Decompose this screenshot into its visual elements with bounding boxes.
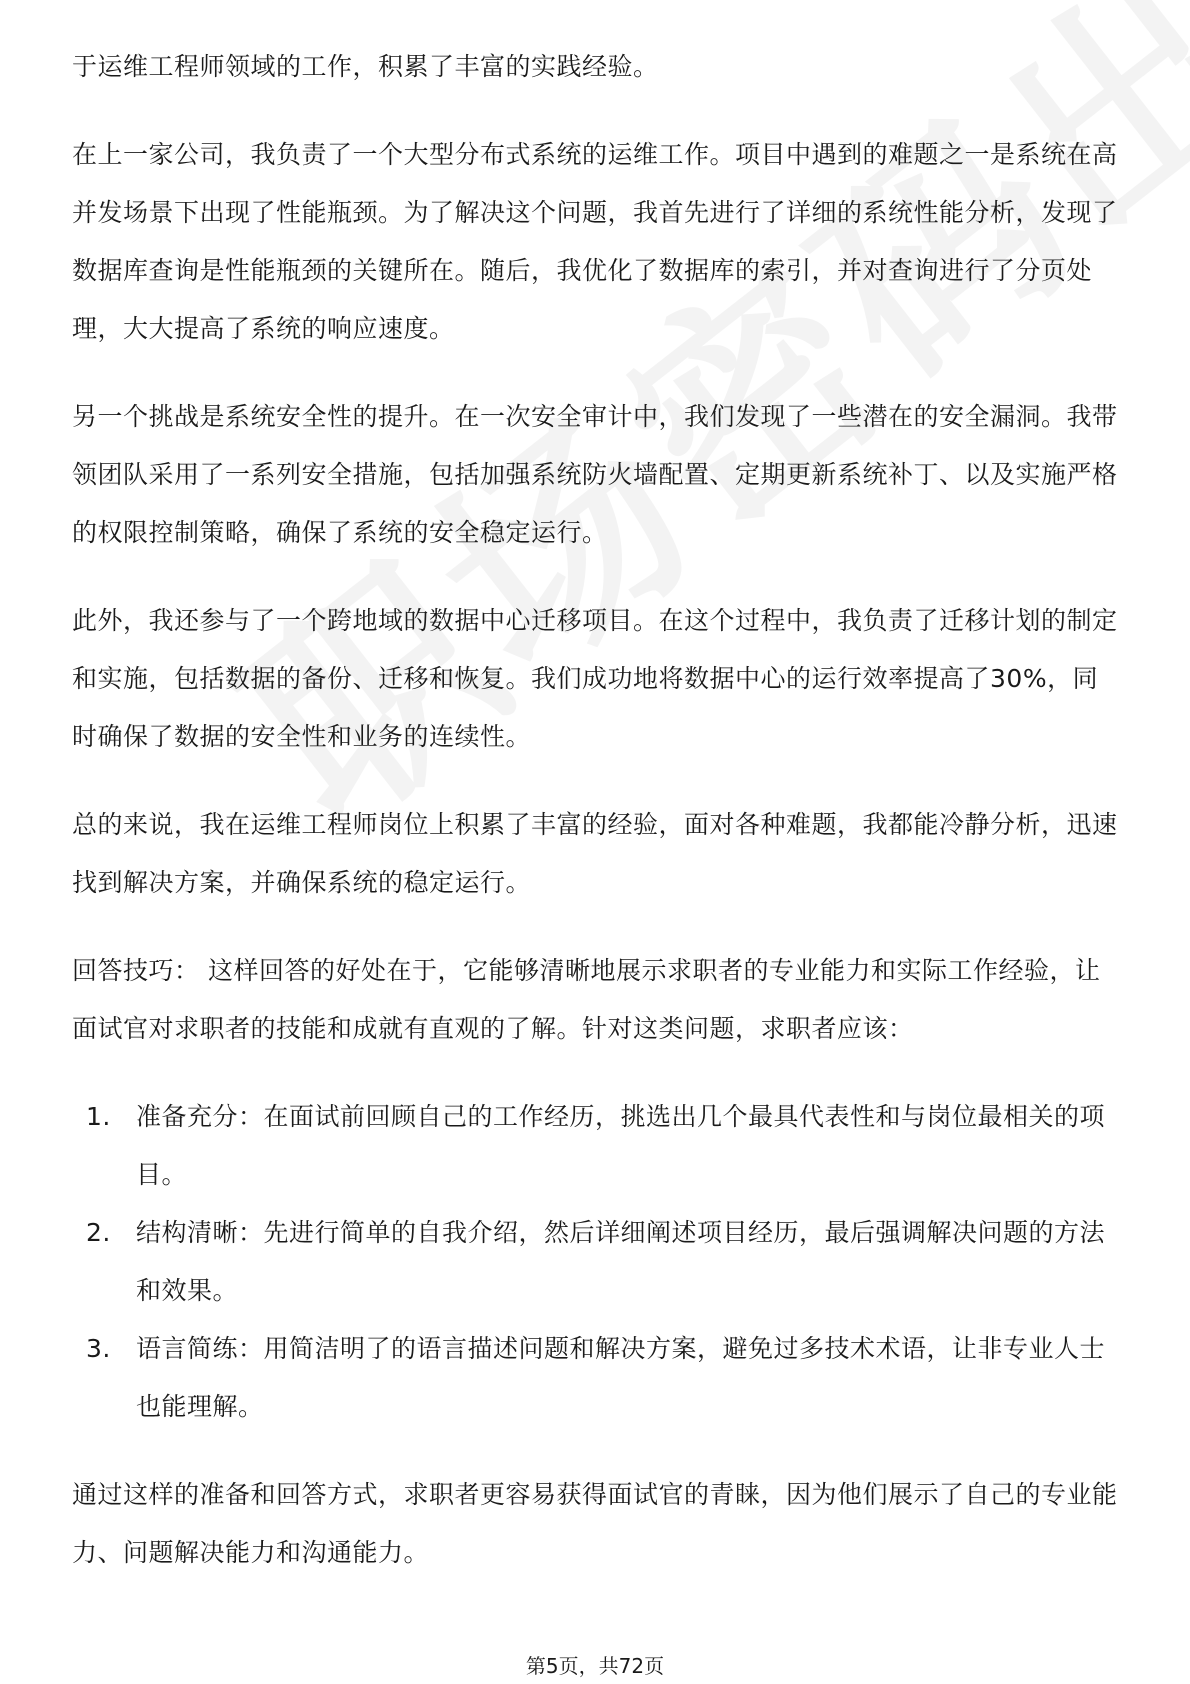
paragraph-closing: 通过这样的准备和回答方式，求职者更容易获得面试官的青睐，因为他们展示了自己的专业能力、问题解决能力和沟通能力。	[72, 1480, 1118, 1567]
list-item	[72, 1204, 1122, 1320]
list-item-text: 准备充分：在面试前回顾自己的工作经历，挑选出几个最具代表性和与岗位最相关的项目。	[136, 1102, 1106, 1189]
list-item-number: 1.	[86, 1102, 111, 1131]
tips-list	[72, 1088, 1122, 1436]
list-item	[72, 1320, 1122, 1436]
paragraph-migration: 此外，我还参与了一个跨地域的数据中心迁移项目。在这个过程中，我负责了迁移计划的制定和实施，包括数据的备份、迁移和恢复。我们成功地将数据中心的运行效率提高了30%，同时确保了数据的安全性和业务的连续性。	[72, 606, 1118, 751]
list-item-text: 语言简练：用简洁明了的语言描述问题和解决方案，避免过多技术术语，让非专业人士也能理解。	[136, 1334, 1106, 1421]
list-item-text: 结构清晰：先进行简单的自我介绍，然后详细阐述项目经历，最后强调解决问题的方法和效果。	[136, 1218, 1106, 1305]
document-body	[72, 38, 1122, 1612]
paragraph-security: 另一个挑战是系统安全性的提升。在一次安全审计中，我们发现了一些潜在的安全漏洞。我带领团队采用了一系列安全措施，包括加强系统防火墙配置、定期更新系统补丁、以及实施严格的权限控制策略，确保了系统的安全稳定运行。	[72, 402, 1118, 547]
list-item	[72, 1088, 1122, 1204]
list-item-number: 3.	[86, 1334, 111, 1363]
paragraph-summary: 总的来说，我在运维工程师岗位上积累了丰富的经验，面对各种难题，我都能冷静分析，迅速找到解决方案，并确保系统的稳定运行。	[72, 810, 1118, 897]
paragraph-performance: 在上一家公司，我负责了一个大型分布式系统的运维工作。项目中遇到的难题之一是系统在高并发场景下出现了性能瓶颈。为了解决这个问题，我首先进行了详细的系统性能分析，发现了数据库查询是性能瓶颈的关键所在。随后，我优化了数据库的索引，并对查询进行了分页处理，大大提高了系统的响应速度。	[72, 140, 1118, 343]
page-footer: 第5页，共72页	[525, 1654, 665, 1678]
list-item-number: 2.	[86, 1218, 111, 1247]
paragraph-intro: 于运维工程师领域的工作，积累了丰富的实践经验。	[72, 52, 659, 81]
paragraph-tips: 回答技巧： 这样回答的好处在于，它能够清晰地展示求职者的专业能力和实际工作经验，让面试官对求职者的技能和成就有直观的了解。针对这类问题，求职者应该：	[72, 956, 1101, 1043]
